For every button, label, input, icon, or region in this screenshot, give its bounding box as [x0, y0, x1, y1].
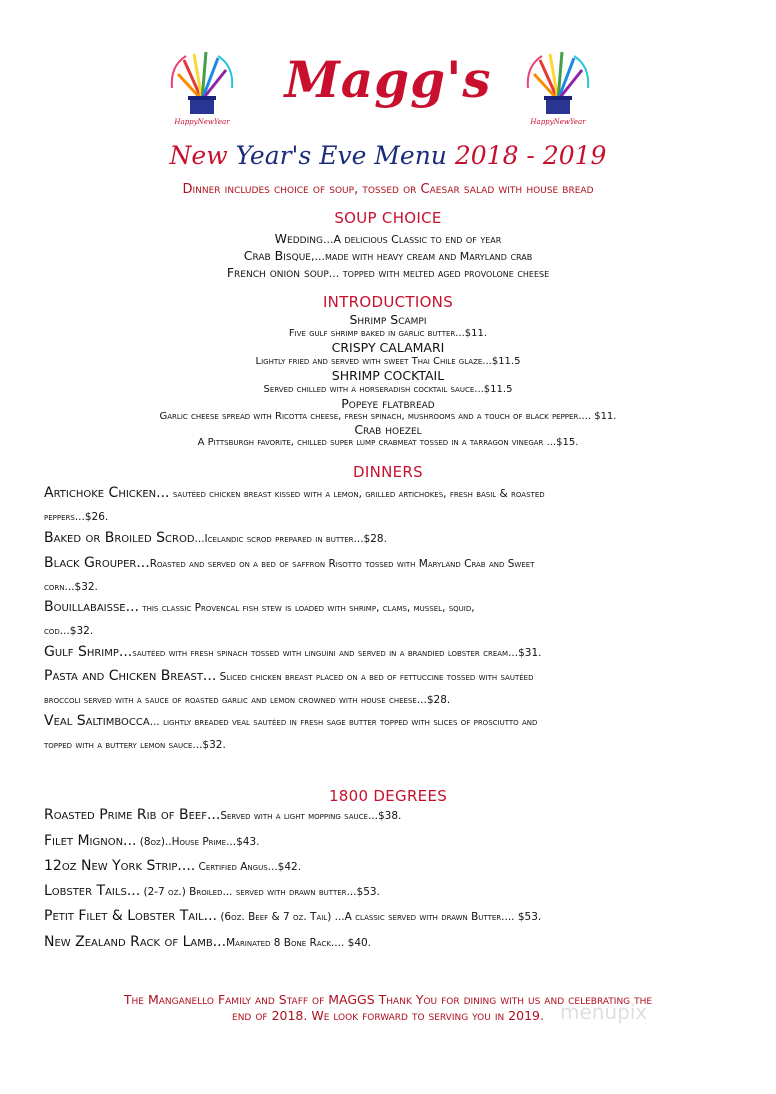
dinner-desc-cont: broccoli served with a sauce of roasted garlic and lemon crowned with house cheese...$28.	[44, 694, 451, 706]
dinner-desc-cont: corn...$32.	[44, 581, 98, 593]
steak-item	[44, 830, 744, 854]
steak-desc: (6oz. Beef & 7 oz. Tail) ...A classic served with drawn Butter.... $53.	[217, 911, 542, 923]
dinner-name: Veal Saltimbocca	[44, 713, 150, 729]
soup-section-title: SOUP CHOICE	[334, 209, 442, 227]
dinner-desc: sautéed with fresh spinach tossed with linguini and served in a brandied lobster cream...$31.	[132, 647, 542, 659]
appetizer-name: CRISPY CALAMARI	[331, 340, 445, 355]
steak-desc: Served with a light mopping sauce...$38.	[220, 810, 402, 822]
soup-desc: ... topped with melted aged provolone cheese	[328, 267, 550, 280]
introductions-section-title: INTRODUCTIONS	[322, 293, 454, 311]
soup-name: Wedding	[274, 231, 323, 246]
soup-desc: ,...made with heavy cream and Maryland crab	[310, 250, 533, 263]
dinners-section-title: DINNERS	[353, 463, 423, 481]
logo-text-right: HappyNewYear	[530, 118, 586, 126]
watermark: menupix	[560, 1000, 648, 1024]
thank-you-line-1: The Manganello Family and Staff of MAGGS Thank You for dining with us and celebrating the	[123, 992, 653, 1007]
soup-name: French onion soup	[226, 265, 329, 280]
restaurant-brand: Magg's	[284, 50, 492, 109]
dinner-desc: ...Icelandic scrod prepared in butter...$28.	[194, 533, 387, 545]
appetizer-desc: Lightly fried and served with sweet Thai Chile glaze...$11.5	[255, 356, 521, 367]
steak-item	[44, 905, 744, 929]
dinner-name: Artichoke Chicken...	[44, 485, 170, 501]
dinner-desc: Roasted and served on a bed of saffron Risotto tossed with Maryland Crab and Sweet	[149, 558, 535, 570]
dinner-desc-cont: cod...$32.	[44, 625, 94, 637]
steak-name: Filet Mignon...	[44, 833, 137, 849]
soup-item	[0, 248, 776, 263]
dinner-item	[44, 596, 744, 643]
appetizer-desc: Five gulf shrimp baked in garlic butter...$11.	[288, 328, 488, 339]
appetizer-name: Shrimp Scampi	[349, 312, 427, 327]
steak-item	[44, 855, 744, 879]
dinner-item	[44, 710, 744, 757]
appetizer-desc: A Pittsburgh favorite, chilled super lump crabmeat tossed in a tarragon vinegar ...$15.	[197, 437, 579, 448]
subtitle-years: 2018 - 2019	[454, 141, 607, 170]
degrees-section-title: 1800 DEGREES	[328, 787, 448, 805]
dinner-item	[44, 665, 744, 712]
dinner-desc-cont: peppers...$26.	[44, 511, 109, 523]
subtitle-years-eve-menu: Year's Eve Menu	[235, 141, 447, 170]
dinner-name: Gulf Shrimp...	[44, 644, 133, 660]
steak-desc: (2-7 oz.) Broiled... served with drawn butter...$53.	[140, 886, 380, 898]
steak-item	[44, 931, 744, 955]
appetizer-desc: Served chilled with a horseradish cocktail sauce...$11.5	[263, 384, 513, 395]
steak-desc: Marinated 8 Bone Rack.... $40.	[226, 937, 372, 949]
steak-name: Petit Filet & Lobster Tail...	[44, 908, 217, 924]
steak-desc: (8oz)..House Prime...$43.	[136, 836, 260, 848]
steak-name: Lobster Tails...	[44, 883, 141, 899]
dinner-item	[44, 552, 744, 599]
dinner-name: Baked or Broiled Scrod	[44, 530, 195, 546]
steak-desc: Certified Angus...$42.	[195, 861, 302, 873]
dinner-item	[44, 527, 744, 551]
dinner-name: Bouillabaisse...	[44, 599, 139, 615]
steak-item	[44, 804, 744, 828]
dinner-desc: sautéed chicken breast kissed with a lemon, grilled artichokes, fresh basil & roasted	[169, 488, 545, 500]
soup-desc: ...A delicious Classic to end of year	[322, 233, 502, 246]
dinner-item	[44, 641, 744, 665]
menu-subtitle	[0, 141, 776, 170]
thank-you-line-2: end of 2018. We look forward to serving you in 2019.	[232, 1008, 544, 1023]
subtitle-word-new: New	[169, 141, 228, 170]
appetizer-name: SHRIMP COCKTAIL	[331, 368, 445, 383]
dinner-desc: ... lightly breaded veal sautéed in fresh sage butter topped with slices of prosciutto and	[149, 716, 538, 728]
dinner-desc: Sliced chicken breast placed on a bed of fettuccine tossed with sautéed	[216, 671, 534, 683]
steak-name: Roasted Prime Rib of Beef...	[44, 807, 221, 823]
steak-name: 12oz New York Strip....	[44, 858, 196, 874]
dinner-includes-note: Dinner includes choice of soup, tossed or Caesar salad with house bread	[182, 182, 594, 197]
dinner-item	[44, 482, 744, 529]
appetizer-name: Popeye flatbread	[341, 396, 435, 411]
dinner-name: Pasta and Chicken Breast...	[44, 668, 217, 684]
logo-text-left: HappyNewYear	[174, 118, 230, 126]
soup-item	[0, 265, 776, 280]
appetizer-desc: Garlic cheese spread with Ricotta cheese, fresh spinach, mushrooms and a touch of black pepper.... $11.	[159, 411, 617, 422]
steak-item	[44, 880, 744, 904]
dinner-name: Black Grouper...	[44, 555, 150, 571]
steak-name: New Zealand Rack of Lamb...	[44, 934, 227, 950]
soup-item	[0, 231, 776, 246]
dinner-desc: this classic Provencal fish stew is loaded with shrimp, clams, mussel, squid,	[138, 602, 475, 614]
soup-name: Crab Bisque	[243, 248, 311, 263]
dinner-desc-cont: topped with a buttery lemon sauce...$32.	[44, 739, 226, 751]
appetizer-name: Crab hoezel	[354, 422, 422, 437]
